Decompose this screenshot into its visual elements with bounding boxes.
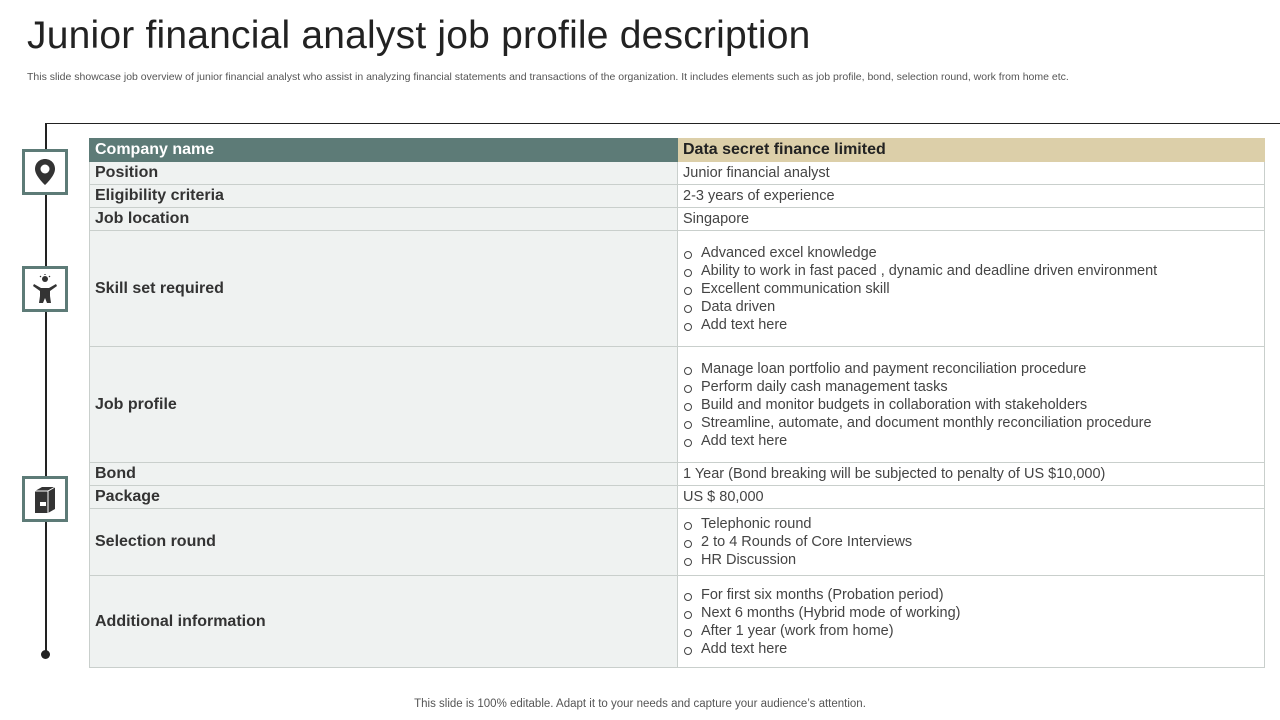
row-value	[678, 576, 1265, 668]
row-value: Junior financial analyst	[678, 162, 1265, 185]
header-value-cell: Data secret finance limited	[678, 139, 1265, 162]
list-item: After 1 year (work from home)	[683, 622, 1259, 640]
list-item: Data driven	[683, 298, 1259, 316]
location-icon-box	[22, 149, 68, 195]
slide-subtitle: This slide showcase job overview of junior financial analyst who assist in analyzing financial statements and transactions of the organization. It includes elements such as job profile, bond, selection round, work from home etc.	[27, 71, 1069, 83]
row-label: Skill set required	[90, 231, 678, 347]
row-label: Eligibility criteria	[90, 185, 678, 208]
skill-icon-box	[22, 266, 68, 312]
header-label-cell: Company name	[90, 139, 678, 162]
list-item: For first six months (Probation period)	[683, 586, 1259, 604]
row-value: US $ 80,000	[678, 486, 1265, 509]
list-item: Add text here	[683, 316, 1259, 334]
table-row	[90, 486, 1265, 509]
location-pin-icon	[30, 157, 60, 187]
row-label: Bond	[90, 463, 678, 486]
row-label: Selection round	[90, 509, 678, 576]
row-label: Package	[90, 486, 678, 509]
slide-footer: This slide is 100% editable. Adapt it to your needs and capture your audience’s attention.	[414, 698, 866, 710]
list-item: 2 to 4 Rounds of Core Interviews	[683, 533, 1259, 551]
row-value	[678, 347, 1265, 463]
row-value: 2-3 years of experience	[678, 185, 1265, 208]
list-item: Telephonic round	[683, 515, 1259, 533]
table-row	[90, 162, 1265, 185]
timeline-end-dot	[41, 650, 50, 659]
row-value: 1 Year (Bond breaking will be subjected to penalty of US $10,000)	[678, 463, 1265, 486]
bullet-list	[683, 515, 1259, 569]
list-item: HR Discussion	[683, 551, 1259, 569]
list-item: Advanced excel knowledge	[683, 244, 1259, 262]
list-item: Excellent communication skill	[683, 280, 1259, 298]
table-header-row	[90, 139, 1265, 162]
bullet-list	[683, 244, 1259, 334]
row-label: Additional information	[90, 576, 678, 668]
box-icon	[30, 484, 60, 514]
table-row	[90, 208, 1265, 231]
list-item: Streamline, automate, and document monthly reconciliation procedure	[683, 414, 1259, 432]
table-row	[90, 509, 1265, 576]
table-row	[90, 231, 1265, 347]
table-row	[90, 185, 1265, 208]
timeline-vertical-line	[45, 123, 47, 654]
bullet-list	[683, 360, 1259, 450]
timeline-horizontal-line	[45, 123, 1280, 124]
row-label: Position	[90, 162, 678, 185]
table-row	[90, 347, 1265, 463]
row-label: Job location	[90, 208, 678, 231]
list-item: Add text here	[683, 640, 1259, 658]
list-item: Next 6 months (Hybrid mode of working)	[683, 604, 1259, 622]
list-item: Add text here	[683, 432, 1259, 450]
list-item: Manage loan portfolio and payment reconciliation procedure	[683, 360, 1259, 378]
person-idea-icon	[30, 274, 60, 304]
slide-title: Junior financial analyst job profile description	[27, 14, 811, 57]
bullet-list	[683, 586, 1259, 658]
list-item: Ability to work in fast paced , dynamic and deadline driven environment	[683, 262, 1259, 280]
package-icon-box	[22, 476, 68, 522]
job-profile-table	[89, 138, 1265, 668]
table-row	[90, 463, 1265, 486]
list-item: Build and monitor budgets in collaboration with stakeholders	[683, 396, 1259, 414]
table-row	[90, 576, 1265, 668]
row-value: Singapore	[678, 208, 1265, 231]
row-value	[678, 509, 1265, 576]
list-item: Perform daily cash management tasks	[683, 378, 1259, 396]
row-value	[678, 231, 1265, 347]
row-label: Job profile	[90, 347, 678, 463]
